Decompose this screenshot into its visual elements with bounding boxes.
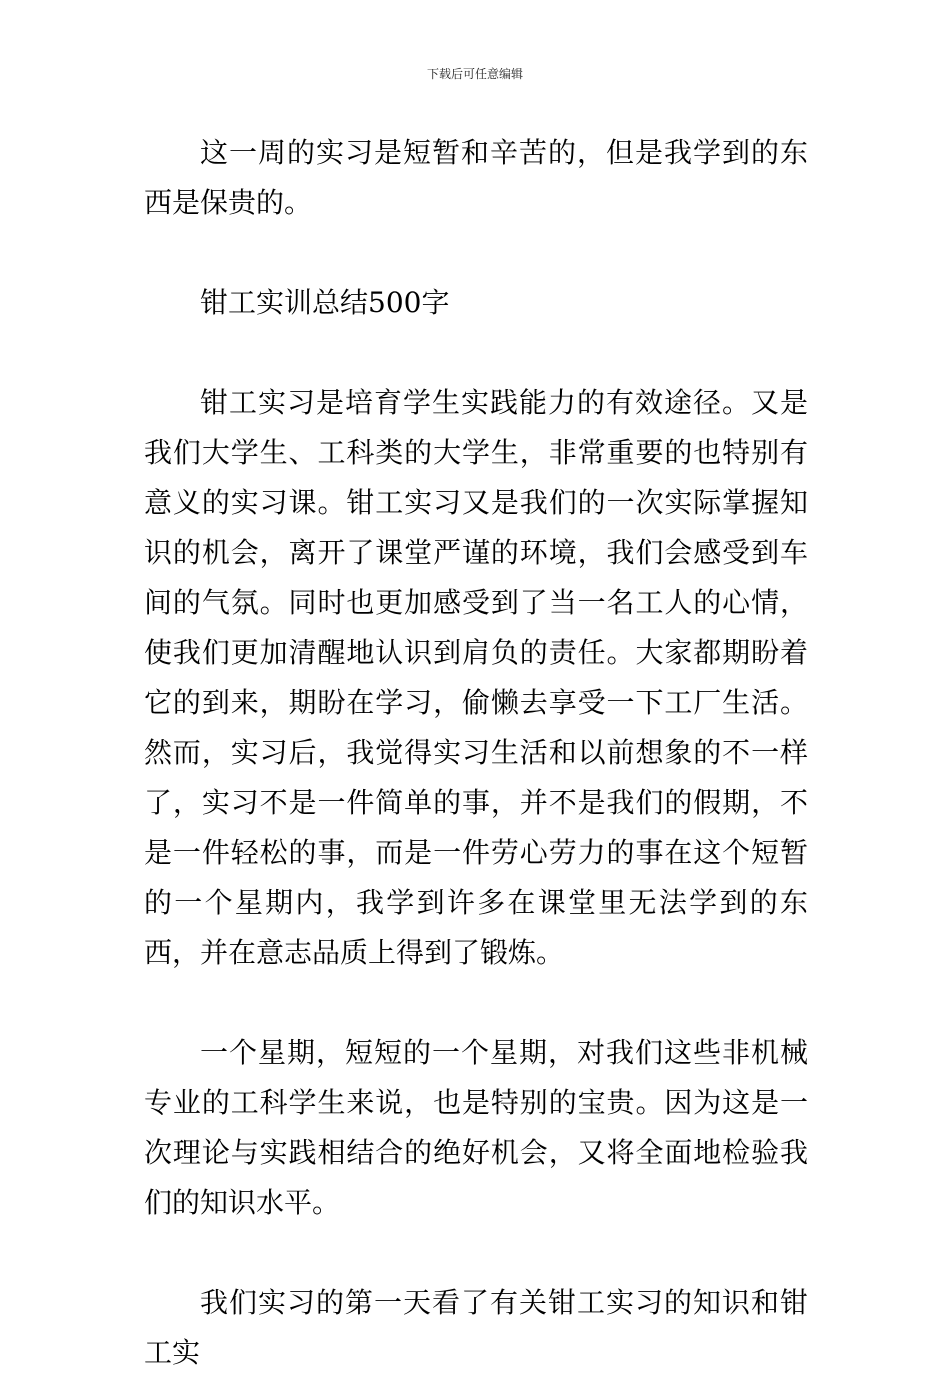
paragraph-3: 一个星期，短短的一个星期，对我们这些非机械专业的工科学生来说，也是特别的宝贵。因为这是一次理论与实践相结合的绝好机会，又将全面地检验我们的知识水平。 [144,1036,808,1219]
section-heading: 钳工实训总结500字 [200,286,450,319]
paragraph-4: 我们实习的第一天看了有关钳工实习的知识和钳工实 [144,1286,808,1369]
document-body [144,128,808,1378]
paragraph-1: 这一周的实习是短暂和辛苦的，但是我学到的东西是保贵的。 [144,136,808,219]
paragraph-2: 钳工实习是培育学生实践能力的有效途径。又是我们大学生、工科类的大学生，非常重要的也特别有意义的实习课。钳工实习又是我们的一次实际掌握知识的机会，离开了课堂严谨的环境，我们会感受到车间的气氛。同时也更加感受到了当一名工人的心情，使我们更加清醒地认识到肩负的责任。大家都期盼着它的到来，期盼在学习，偷懒去享受一下工厂生活。然而，实习后，我觉得实习生活和以前想象的不一样了，实习不是一件简单的事，并不是我们的假期，不是一件轻松的事，而是一件劳心劳力的事在这个短暂的一个星期内，我学到许多在课堂里无法学到的东西，并在意志品质上得到了锻炼。 [144,386,808,969]
page-header: 下载后可任意编辑 [426,67,523,81]
paragraph-spacer [144,978,808,1028]
paragraph-spacer [144,1228,808,1278]
paragraph-spacer [144,328,808,378]
paragraph-spacer [144,228,808,278]
